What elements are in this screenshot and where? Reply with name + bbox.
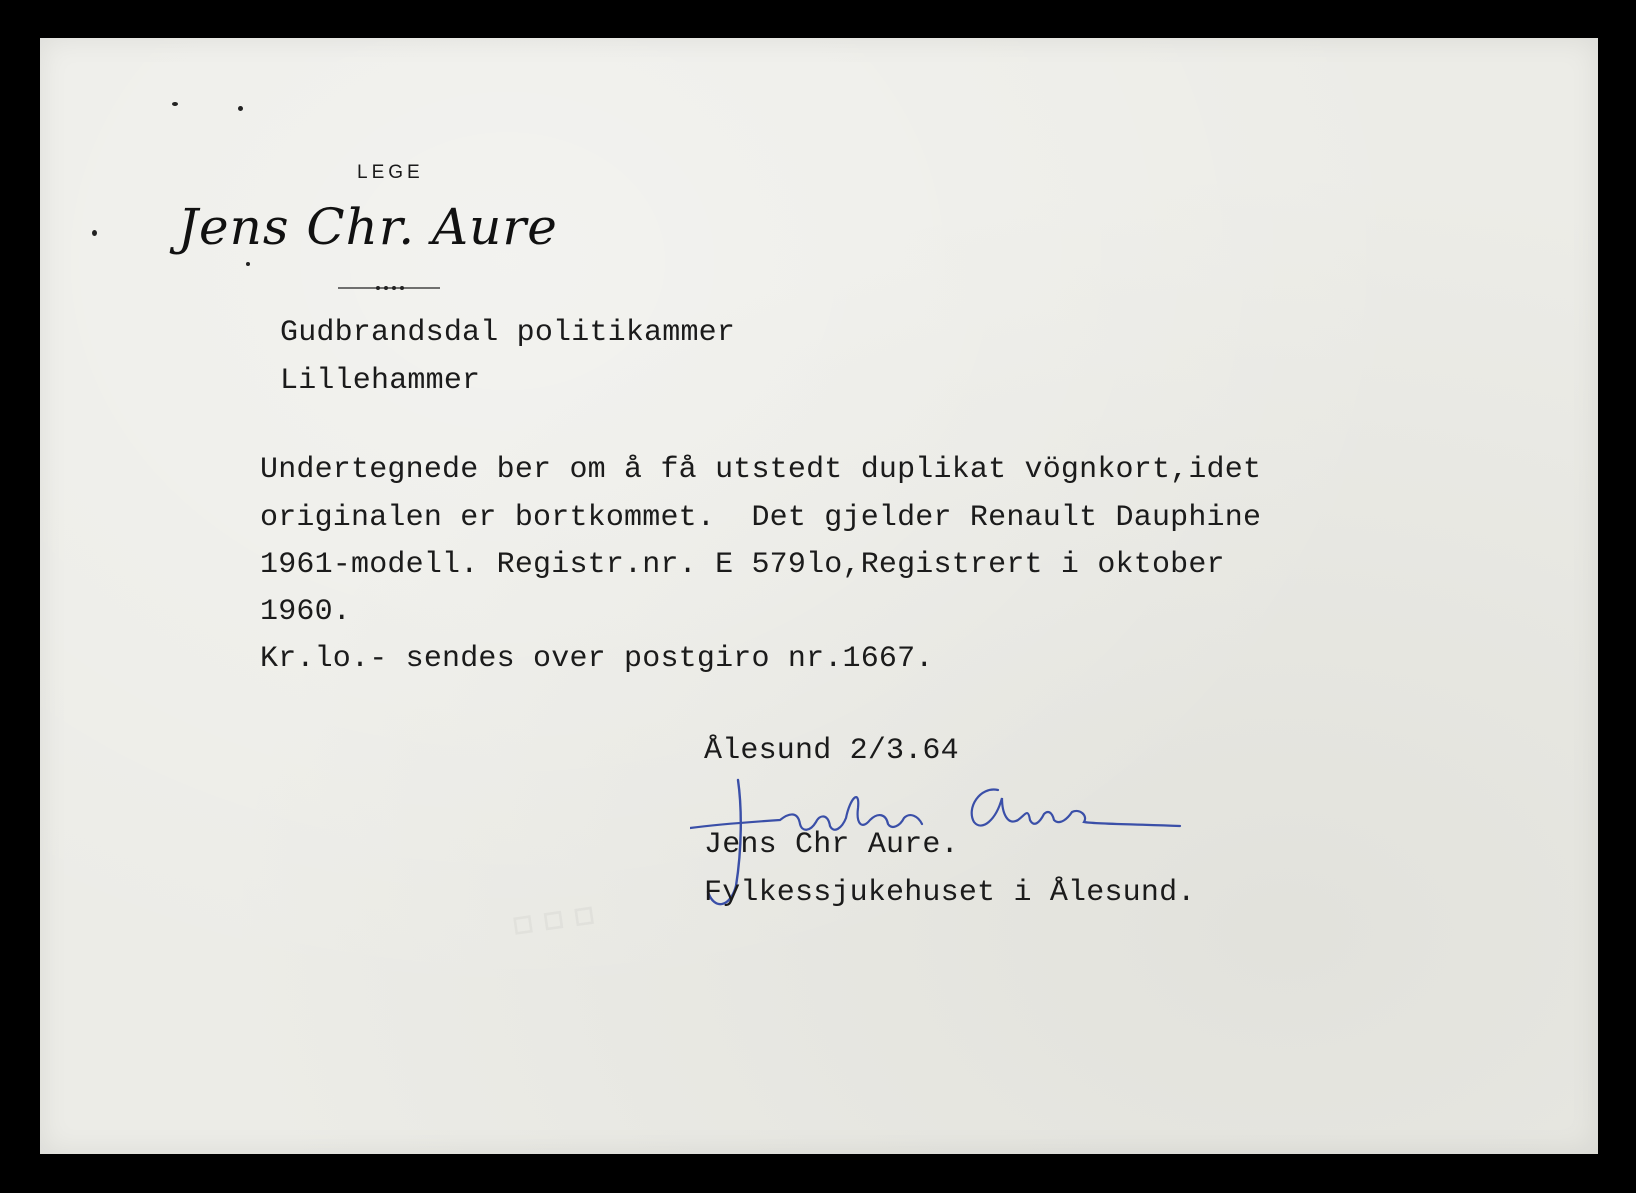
letterhead-title: LEGE: [357, 162, 424, 183]
body-line-2: originalen er bortkommet. Det gjelder Renault Dauphine: [260, 501, 1262, 535]
body-line-4: 1960.: [260, 595, 352, 629]
place-date: Ålesund 2/3.64: [704, 734, 959, 768]
body-line-3: 1961-modell. Registr.nr. E 579lo,Registrert i oktober: [260, 548, 1225, 582]
recipient-line-2: Lillehammer: [280, 364, 481, 398]
typed-signature: Jens Chr Aure.: [704, 828, 959, 862]
ink-speck: [92, 230, 97, 236]
body-line-1: Undertegnede ber om å få utstedt duplikat vögnkort,idet: [260, 453, 1262, 487]
letter-paper: [40, 38, 1598, 1154]
letterhead-name: Jens Chr. Aure: [178, 198, 558, 256]
ink-speck: [238, 106, 243, 111]
institution: Fylkessjukehuset i Ålesund.: [704, 876, 1196, 910]
letterhead-ornament: [338, 286, 440, 290]
ink-speck: [246, 262, 250, 266]
body-line-5: Kr.lo.- sendes over postgiro nr.1667.: [260, 642, 934, 676]
ink-speck: [172, 102, 178, 106]
recipient-line-1: Gudbrandsdal politikammer: [280, 316, 736, 350]
faded-stamp: ▫▫▫: [505, 872, 608, 964]
